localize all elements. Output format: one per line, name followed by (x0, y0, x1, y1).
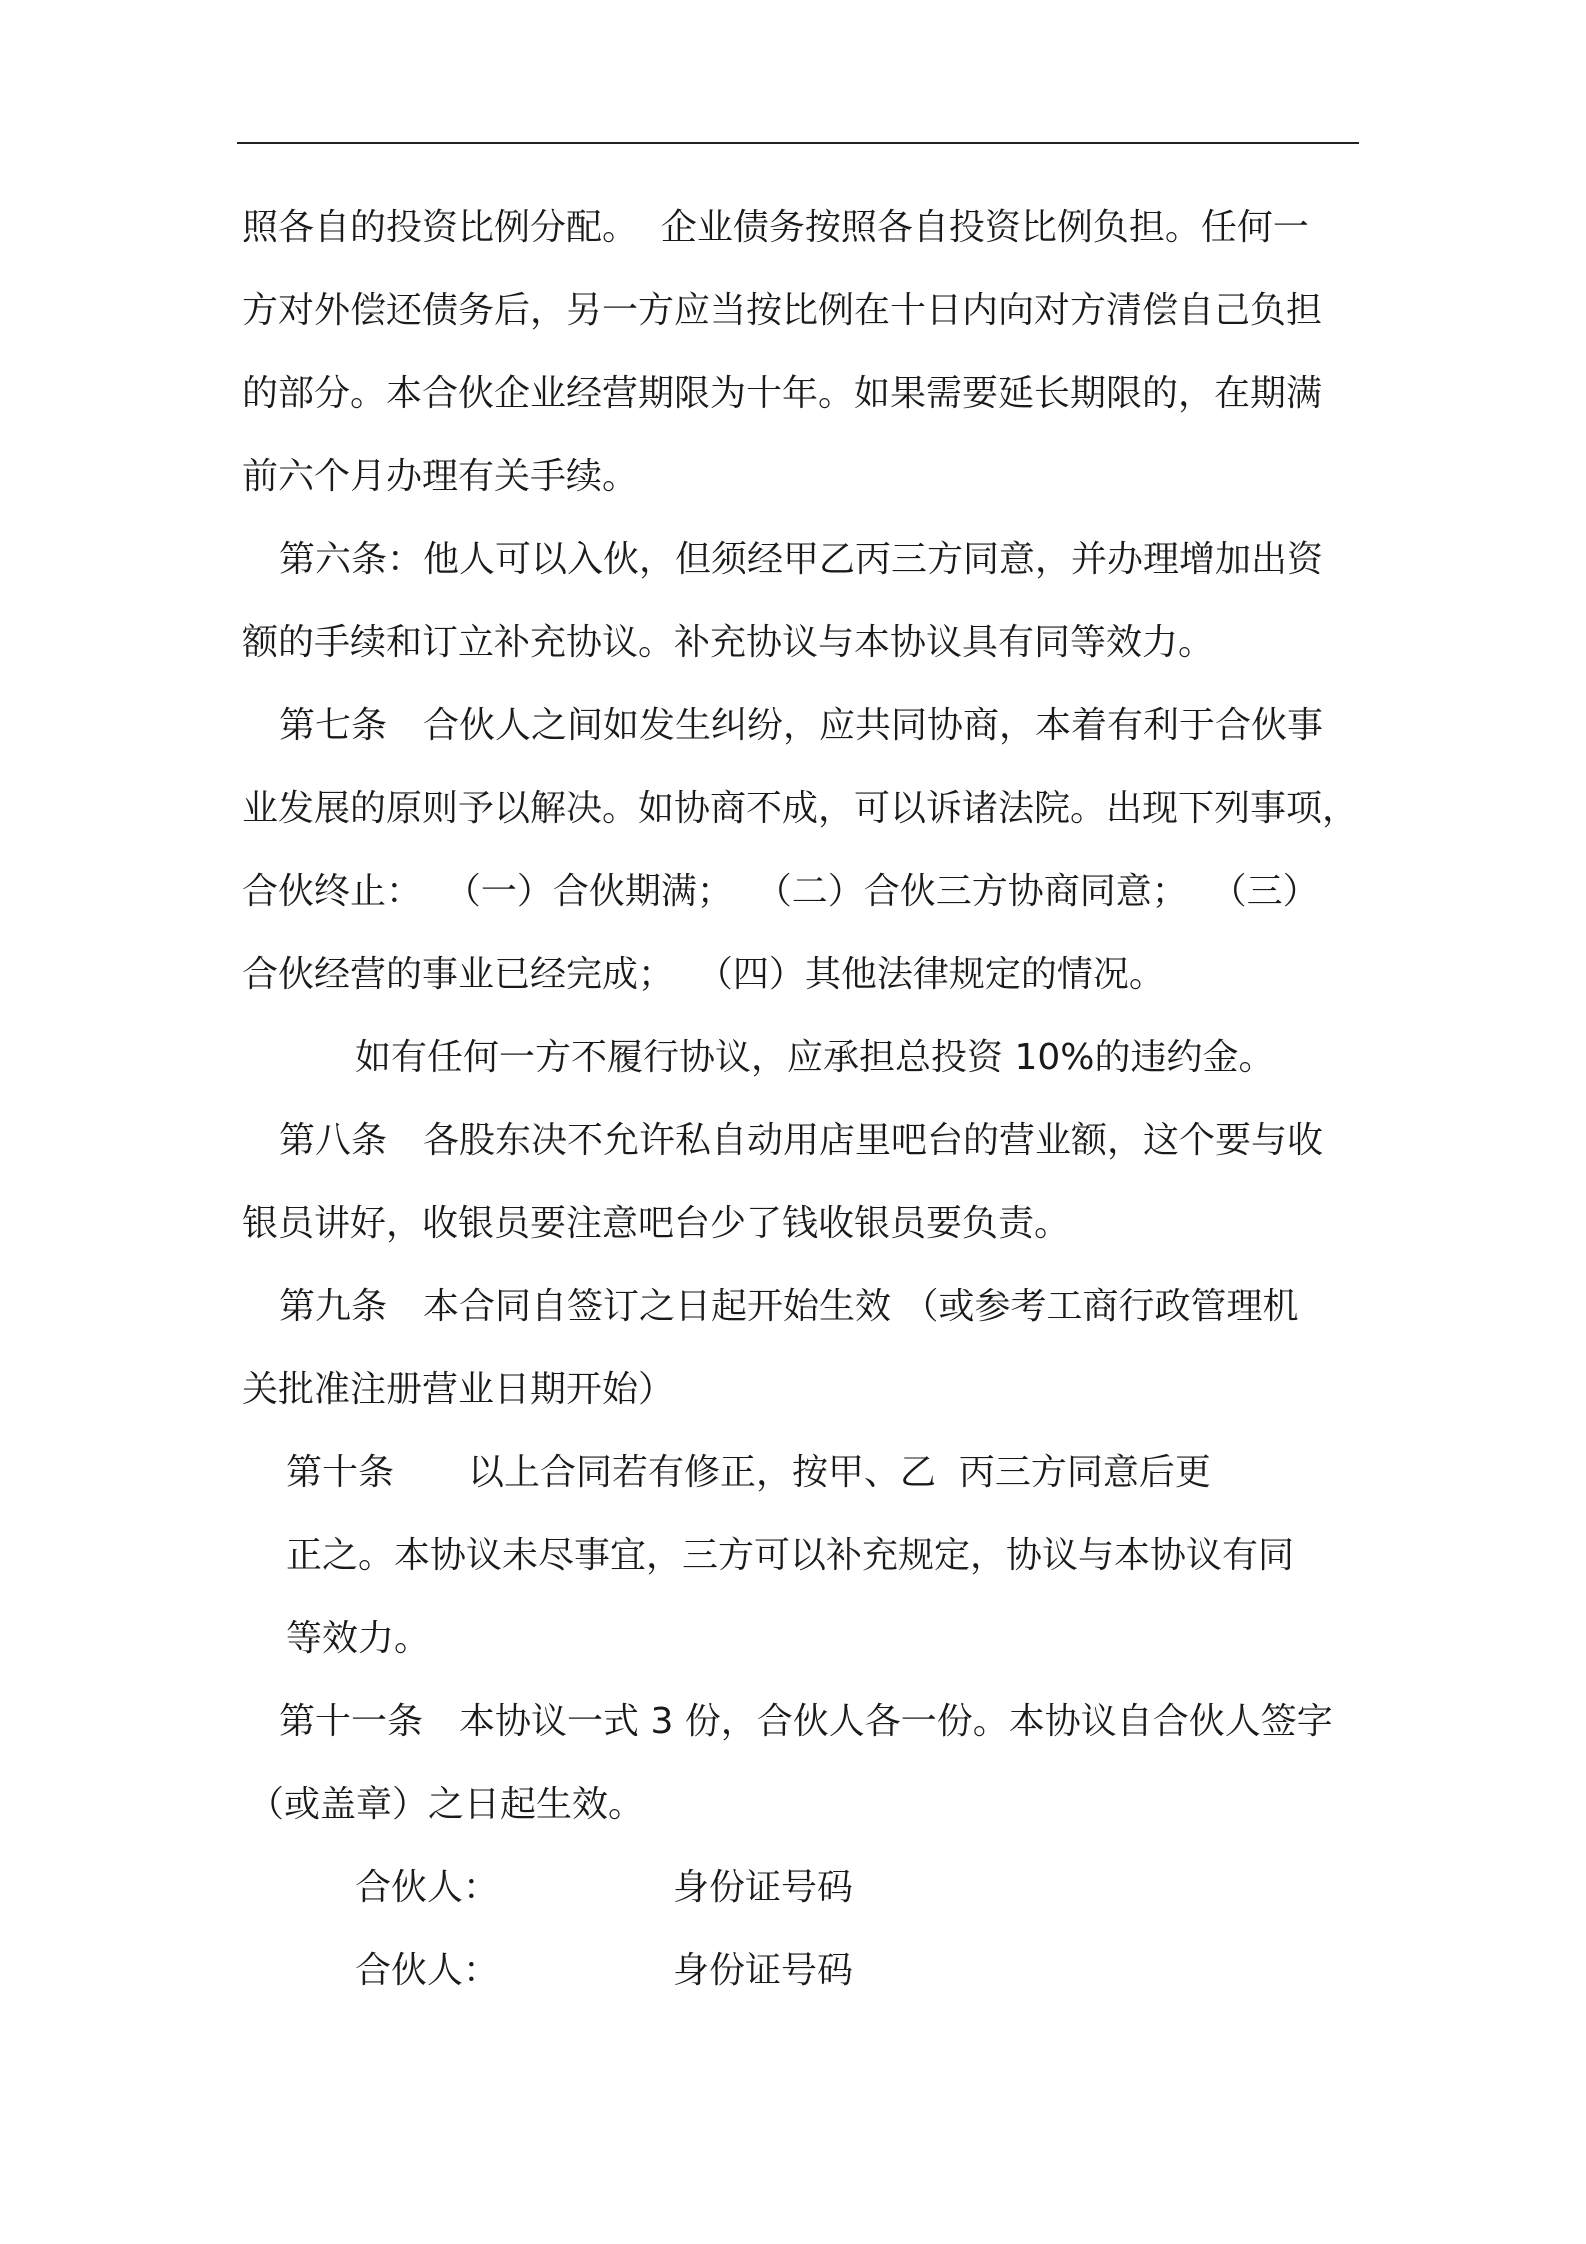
article-7-line-2: 业发展的原则予以解决。如协商不成，可以诉诸法院。出现下列事项， (242, 788, 1359, 829)
article-10-heading: 第十条 (286, 1452, 395, 1493)
signature-id-label-1: 身份证号码 (673, 1867, 854, 1908)
article-10-line-3: 等效力。 (286, 1618, 431, 1659)
signature-partner-label-1: 合伙人： (355, 1867, 500, 1908)
text-line-3: 的部分。本合伙企业经营期限为十年。如果需要延长期限的，在期满 (242, 373, 1323, 414)
article-10-line-2: 正之。本协议未尽事宜，三方可以补充规定，协议与本协议有同 (286, 1535, 1295, 1576)
article-6-line-1: 第六条：他人可以入伙，但须经甲乙丙三方同意，并办理增加出资 (279, 539, 1324, 580)
article-8-line-1: 第八条 各股东决不允许私自动用店里吧台的营业额，这个要与收 (279, 1120, 1324, 1161)
article-7-line-1: 第七条 合伙人之间如发生纠纷，应共同协商，本着有利于合伙事 (279, 705, 1324, 746)
article-7-line-4: 合伙经营的事业已经完成； （四）其他法律规定的情况。 (242, 954, 1165, 995)
article-8-line-2: 银员讲好，收银员要注意吧台少了钱收银员要负责。 (242, 1203, 1071, 1244)
article-10-line-1: 以上合同若有修正，按甲、乙 丙三方同意后更 (468, 1452, 1211, 1493)
text-line-4: 前六个月办理有关手续。 (242, 456, 639, 497)
article-11-line-1: 第十一条 本协议一式 3 份，合伙人各一份。本协议自合伙人签字 (279, 1701, 1333, 1742)
signature-partner-label-2: 合伙人： (355, 1950, 500, 1991)
text-line-1: 照各自的投资比例分配。 企业债务按照各自投资比例负担。任何一 (242, 207, 1309, 248)
article-9-line-1: 第九条 本合同自签订之日起开始生效 （或参考工商行政管理机 (279, 1286, 1299, 1327)
signature-id-label-2: 身份证号码 (673, 1950, 854, 1991)
text-line-2: 方对外偿还债务后，另一方应当按比例在十日内向对方清偿自己负担 (242, 290, 1323, 331)
article-7-line-3: 合伙终止： （一）合伙期满； （二）合伙三方协商同意； （三） (242, 871, 1319, 912)
article-6-line-2: 额的手续和订立补充协议。补充协议与本协议具有同等效力。 (242, 622, 1215, 663)
article-9-line-2: 关批准注册营业日期开始） (242, 1369, 675, 1410)
penalty-line: 如有任何一方不履行协议，应承担总投资 10%的违约金。 (355, 1037, 1275, 1078)
article-11-line-2: （或盖章）之日起生效。 (248, 1784, 645, 1825)
header-rule (237, 142, 1359, 144)
